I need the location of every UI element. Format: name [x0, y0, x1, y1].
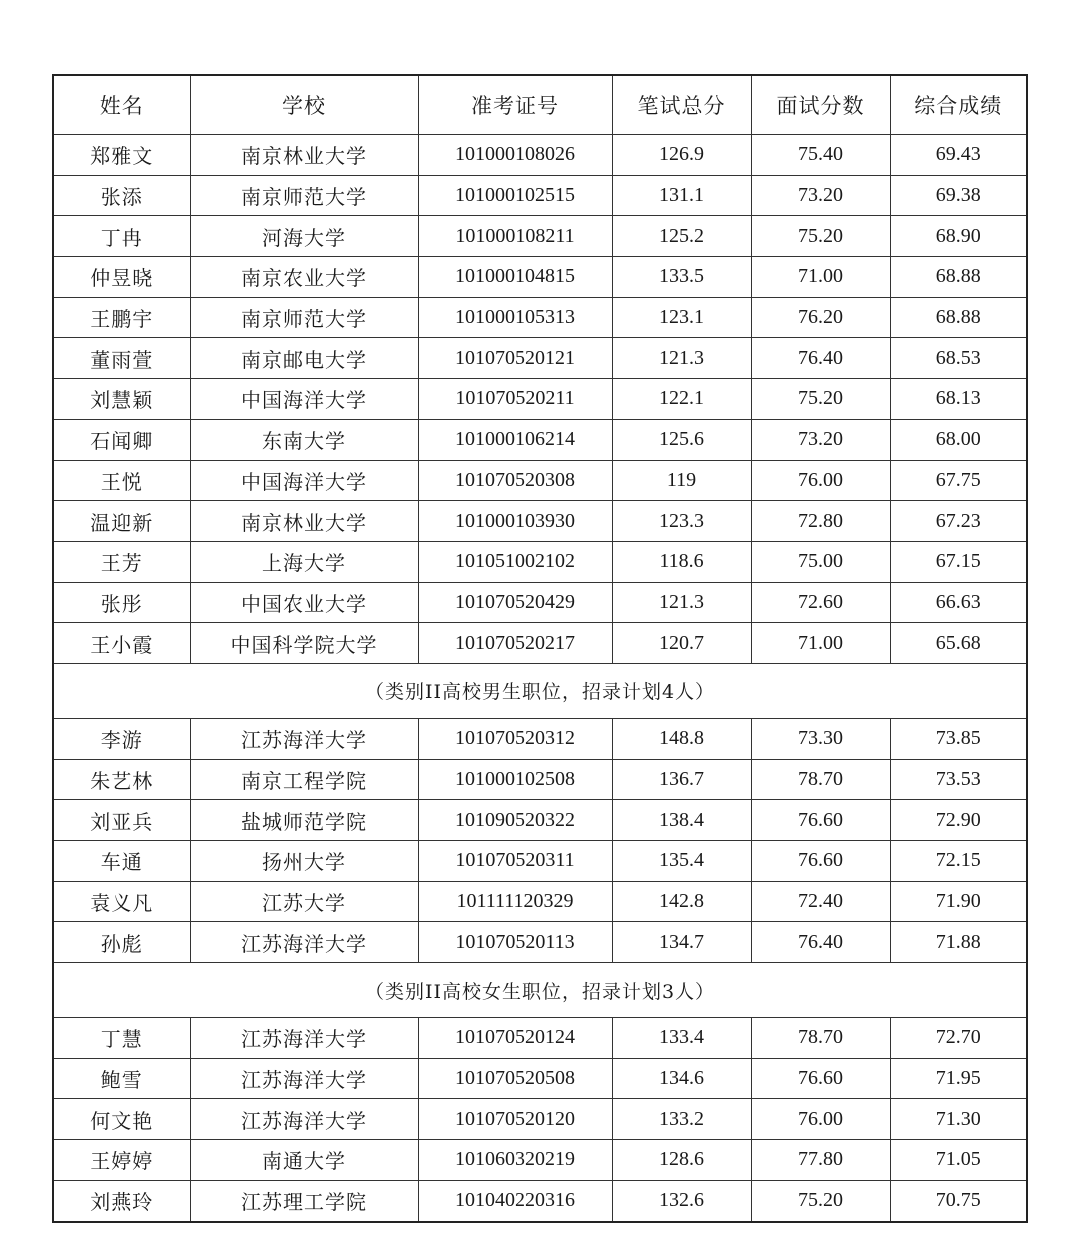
cell-exam-id: 101000102515: [418, 175, 612, 216]
cell-written-score: 121.3: [612, 582, 751, 623]
cell-name: 朱艺林: [53, 759, 190, 800]
cell-written-score: 123.3: [612, 501, 751, 542]
cell-total-score: 73.85: [890, 718, 1027, 759]
cell-school: 南京林业大学: [190, 501, 418, 542]
cell-name: 王芳: [53, 541, 190, 582]
cell-school: 江苏海洋大学: [190, 1058, 418, 1099]
table-row: [53, 1140, 1027, 1181]
cell-exam-id: 101060320219: [418, 1140, 612, 1181]
cell-school: 南京工程学院: [190, 759, 418, 800]
table-row: [53, 460, 1027, 501]
header-school: 学校: [190, 75, 418, 135]
cell-total-score: 65.68: [890, 623, 1027, 664]
table-row: [53, 1180, 1027, 1221]
table-row: [53, 175, 1027, 216]
cell-name: 刘亚兵: [53, 800, 190, 841]
cell-interview-score: 76.60: [751, 800, 890, 841]
table-row: [53, 501, 1027, 542]
cell-interview-score: 75.20: [751, 216, 890, 257]
table-row: [53, 623, 1027, 664]
header-total-score: 综合成绩: [890, 75, 1027, 135]
cell-exam-id: 101070520311: [418, 841, 612, 882]
cell-interview-score: 76.60: [751, 841, 890, 882]
cell-exam-id: 101000103930: [418, 501, 612, 542]
cell-exam-id: 101070520508: [418, 1058, 612, 1099]
cell-interview-score: 75.00: [751, 541, 890, 582]
header-interview-score: 面试分数: [751, 75, 890, 135]
cell-interview-score: 72.40: [751, 881, 890, 922]
cell-name: 车通: [53, 841, 190, 882]
cell-written-score: 133.4: [612, 1018, 751, 1059]
cell-interview-score: 78.70: [751, 1018, 890, 1059]
cell-written-score: 133.5: [612, 257, 751, 298]
cell-school: 中国农业大学: [190, 582, 418, 623]
cell-written-score: 118.6: [612, 541, 751, 582]
cell-interview-score: 73.20: [751, 419, 890, 460]
cell-total-score: 69.38: [890, 175, 1027, 216]
cell-name: 刘慧颖: [53, 379, 190, 420]
cell-name: 仲昱晓: [53, 257, 190, 298]
section-title: （类别II高校女生职位，招录计划3人）: [53, 963, 1027, 1018]
cell-exam-id: 101040220316: [418, 1180, 612, 1221]
cell-written-score: 122.1: [612, 379, 751, 420]
cell-total-score: 70.75: [890, 1180, 1027, 1221]
cell-total-score: 68.53: [890, 338, 1027, 379]
cell-total-score: 68.88: [890, 297, 1027, 338]
table-row: [53, 216, 1027, 257]
cell-total-score: 72.70: [890, 1018, 1027, 1059]
cell-interview-score: 75.20: [751, 1180, 890, 1221]
header-written-score: 笔试总分: [612, 75, 751, 135]
cell-exam-id: 101000106214: [418, 419, 612, 460]
cell-school: 南京师范大学: [190, 297, 418, 338]
cell-total-score: 67.23: [890, 501, 1027, 542]
cell-interview-score: 78.70: [751, 759, 890, 800]
cell-total-score: 68.00: [890, 419, 1027, 460]
table-row: [53, 841, 1027, 882]
cell-total-score: 71.88: [890, 922, 1027, 963]
cell-school: 江苏海洋大学: [190, 1018, 418, 1059]
cell-exam-id: 101051002102: [418, 541, 612, 582]
cell-name: 丁慧: [53, 1018, 190, 1059]
cell-school: 河海大学: [190, 216, 418, 257]
cell-name: 李游: [53, 718, 190, 759]
cell-written-score: 125.2: [612, 216, 751, 257]
cell-school: 南京农业大学: [190, 257, 418, 298]
cell-interview-score: 77.80: [751, 1140, 890, 1181]
cell-exam-id: 101000104815: [418, 257, 612, 298]
cell-interview-score: 76.00: [751, 1099, 890, 1140]
score-table: [52, 74, 1028, 1223]
cell-total-score: 71.95: [890, 1058, 1027, 1099]
cell-written-score: 123.1: [612, 297, 751, 338]
header-name: 姓名: [53, 75, 190, 135]
cell-name: 张添: [53, 175, 190, 216]
cell-exam-id: 101070520308: [418, 460, 612, 501]
cell-exam-id: 101070520120: [418, 1099, 612, 1140]
cell-school: 中国科学院大学: [190, 623, 418, 664]
cell-written-score: 136.7: [612, 759, 751, 800]
cell-exam-id: 101090520322: [418, 800, 612, 841]
cell-written-score: 142.8: [612, 881, 751, 922]
table-row: [53, 338, 1027, 379]
cell-written-score: 128.6: [612, 1140, 751, 1181]
table-row: [53, 257, 1027, 298]
table-row: [53, 800, 1027, 841]
cell-name: 张彤: [53, 582, 190, 623]
cell-school: 江苏理工学院: [190, 1180, 418, 1221]
section-row: [53, 663, 1027, 718]
cell-interview-score: 76.40: [751, 338, 890, 379]
table-row: [53, 881, 1027, 922]
cell-exam-id: 101070520211: [418, 379, 612, 420]
cell-school: 南京师范大学: [190, 175, 418, 216]
cell-interview-score: 76.60: [751, 1058, 890, 1099]
cell-written-score: 134.6: [612, 1058, 751, 1099]
cell-school: 江苏海洋大学: [190, 718, 418, 759]
table-row: [53, 1058, 1027, 1099]
cell-name: 孙彪: [53, 922, 190, 963]
cell-interview-score: 75.20: [751, 379, 890, 420]
cell-exam-id: 101000105313: [418, 297, 612, 338]
table-row: [53, 922, 1027, 963]
cell-written-score: 131.1: [612, 175, 751, 216]
cell-exam-id: 101070520429: [418, 582, 612, 623]
cell-interview-score: 75.40: [751, 135, 890, 176]
cell-name: 鲍雪: [53, 1058, 190, 1099]
cell-exam-id: 101070520113: [418, 922, 612, 963]
cell-interview-score: 76.00: [751, 460, 890, 501]
cell-total-score: 68.13: [890, 379, 1027, 420]
cell-written-score: 138.4: [612, 800, 751, 841]
cell-exam-id: 101000108211: [418, 216, 612, 257]
cell-total-score: 71.90: [890, 881, 1027, 922]
cell-school: 江苏海洋大学: [190, 922, 418, 963]
cell-name: 何文艳: [53, 1099, 190, 1140]
cell-written-score: 133.2: [612, 1099, 751, 1140]
table-row: [53, 135, 1027, 176]
cell-interview-score: 71.00: [751, 257, 890, 298]
cell-exam-id: 101070520217: [418, 623, 612, 664]
cell-total-score: 68.88: [890, 257, 1027, 298]
cell-school: 盐城师范学院: [190, 800, 418, 841]
table-row: [53, 1099, 1027, 1140]
cell-exam-id: 101111120329: [418, 881, 612, 922]
cell-name: 王鹏宇: [53, 297, 190, 338]
cell-exam-id: 101070520312: [418, 718, 612, 759]
cell-total-score: 71.05: [890, 1140, 1027, 1181]
cell-written-score: 120.7: [612, 623, 751, 664]
cell-interview-score: 72.80: [751, 501, 890, 542]
section-row: [53, 963, 1027, 1018]
table-row: [53, 297, 1027, 338]
cell-name: 丁冉: [53, 216, 190, 257]
cell-total-score: 67.15: [890, 541, 1027, 582]
cell-name: 石闻卿: [53, 419, 190, 460]
cell-school: 江苏大学: [190, 881, 418, 922]
cell-school: 中国海洋大学: [190, 460, 418, 501]
cell-school: 南京林业大学: [190, 135, 418, 176]
table-row: [53, 419, 1027, 460]
table-row: [53, 759, 1027, 800]
cell-interview-score: 76.40: [751, 922, 890, 963]
cell-interview-score: 73.20: [751, 175, 890, 216]
cell-exam-id: 101000102508: [418, 759, 612, 800]
cell-school: 东南大学: [190, 419, 418, 460]
cell-written-score: 125.6: [612, 419, 751, 460]
cell-total-score: 73.53: [890, 759, 1027, 800]
cell-name: 王小霞: [53, 623, 190, 664]
cell-written-score: 148.8: [612, 718, 751, 759]
cell-written-score: 135.4: [612, 841, 751, 882]
cell-interview-score: 72.60: [751, 582, 890, 623]
cell-total-score: 66.63: [890, 582, 1027, 623]
cell-school: 扬州大学: [190, 841, 418, 882]
table-row: [53, 1018, 1027, 1059]
cell-interview-score: 71.00: [751, 623, 890, 664]
cell-interview-score: 73.30: [751, 718, 890, 759]
cell-exam-id: 101070520121: [418, 338, 612, 379]
cell-written-score: 121.3: [612, 338, 751, 379]
table-header: [53, 75, 1027, 135]
table-row: [53, 582, 1027, 623]
header-exam-id: 准考证号: [418, 75, 612, 135]
cell-total-score: 71.30: [890, 1099, 1027, 1140]
cell-written-score: 134.7: [612, 922, 751, 963]
cell-interview-score: 76.20: [751, 297, 890, 338]
cell-total-score: 67.75: [890, 460, 1027, 501]
cell-total-score: 69.43: [890, 135, 1027, 176]
cell-school: 南通大学: [190, 1140, 418, 1181]
table-row: [53, 718, 1027, 759]
cell-name: 温迎新: [53, 501, 190, 542]
table-row: [53, 541, 1027, 582]
cell-exam-id: 101070520124: [418, 1018, 612, 1059]
cell-name: 王婷婷: [53, 1140, 190, 1181]
table-body: [53, 135, 1027, 1222]
cell-name: 郑雅文: [53, 135, 190, 176]
section-title: （类别II高校男生职位，招录计划4人）: [53, 663, 1027, 718]
cell-written-score: 132.6: [612, 1180, 751, 1221]
cell-name: 王悦: [53, 460, 190, 501]
cell-name: 董雨萱: [53, 338, 190, 379]
table-row: [53, 379, 1027, 420]
cell-school: 上海大学: [190, 541, 418, 582]
cell-name: 袁义凡: [53, 881, 190, 922]
header-row: [53, 75, 1027, 135]
cell-written-score: 119: [612, 460, 751, 501]
cell-school: 南京邮电大学: [190, 338, 418, 379]
cell-total-score: 72.15: [890, 841, 1027, 882]
cell-exam-id: 101000108026: [418, 135, 612, 176]
cell-name: 刘燕玲: [53, 1180, 190, 1221]
cell-school: 江苏海洋大学: [190, 1099, 418, 1140]
cell-total-score: 68.90: [890, 216, 1027, 257]
cell-total-score: 72.90: [890, 800, 1027, 841]
cell-school: 中国海洋大学: [190, 379, 418, 420]
cell-written-score: 126.9: [612, 135, 751, 176]
